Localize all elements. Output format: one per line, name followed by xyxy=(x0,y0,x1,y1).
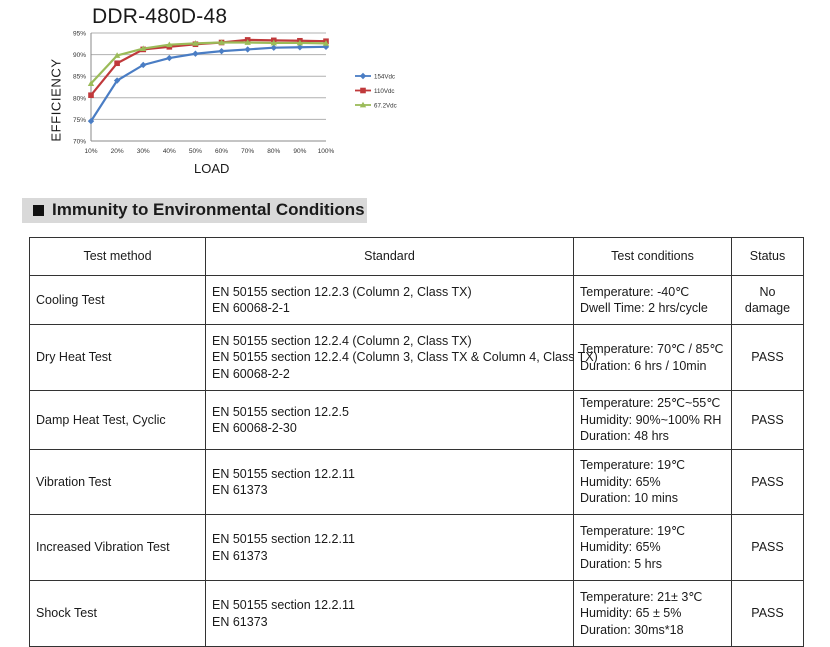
cell-standard xyxy=(206,391,574,450)
condition-line: Humidity: 65% xyxy=(580,540,661,555)
condition-line: Humidity: 65% xyxy=(580,474,661,489)
standard-line: EN 60068-2-30 xyxy=(212,421,297,435)
table-row xyxy=(30,391,804,450)
chart-title: DDR-480D-48 xyxy=(92,5,228,28)
condition-line: Temperature: 19℃ xyxy=(580,458,686,473)
x-tick-label: 50% xyxy=(188,148,202,155)
condition-line: Duration: 5 hrs xyxy=(580,556,662,571)
cell-status: PASS xyxy=(732,391,804,450)
x-tick-label: 40% xyxy=(162,148,176,155)
data-point xyxy=(271,44,277,50)
condition-line: Dwell Time: 2 hrs/cycle xyxy=(580,301,708,315)
header-status: Status xyxy=(732,238,804,276)
cell-standard xyxy=(206,450,574,515)
table-header-row xyxy=(30,238,804,276)
series-line-2 xyxy=(91,43,326,84)
header-test-method: Test method xyxy=(30,238,206,276)
data-point xyxy=(192,51,198,57)
standard-line: EN 50155 section 12.2.11 xyxy=(212,598,355,612)
cell-standard xyxy=(206,325,598,391)
standard-line: EN 50155 section 12.2.3 (Column 2, Class TX) xyxy=(212,284,472,299)
standard-line: EN 50155 section 12.2.4 (Column 2, Class TX) xyxy=(212,333,472,348)
condition-line: Duration: 10 mins xyxy=(580,491,678,506)
legend-label: 110Vdc xyxy=(374,87,395,95)
condition-line: Duration: 6 hrs / 10min xyxy=(580,358,707,373)
y-tick-label: 75% xyxy=(72,116,86,124)
standard-line: EN 50155 section 12.2.4 (Column 3, Class TX & Column 4, Class TX) xyxy=(212,350,598,365)
condition-line: Temperature: 25℃~55℃ xyxy=(580,396,721,411)
standard-line: EN 61373 xyxy=(212,614,268,629)
standard-line: EN 50155 section 12.2.11 xyxy=(212,466,355,481)
cell-test-method: Cooling Test xyxy=(30,276,206,325)
cell-status: PASS xyxy=(732,450,804,515)
cell-status: PASS xyxy=(732,581,804,647)
table-row xyxy=(30,450,804,515)
condition-line: Temperature: 21± 3℃ xyxy=(580,589,703,604)
cell-test-method: Vibration Test xyxy=(30,450,206,515)
y-tick-label: 95% xyxy=(72,30,86,38)
cell-standard xyxy=(206,581,574,647)
table-body xyxy=(30,276,804,647)
data-point xyxy=(360,73,366,79)
x-tick-label: 30% xyxy=(136,148,150,155)
cell-status: PASS xyxy=(732,515,804,581)
cell-test-conditions xyxy=(574,515,732,581)
cell-test-conditions xyxy=(574,325,732,391)
cell-test-method: Increased Vibration Test xyxy=(30,515,206,581)
cell-standard xyxy=(206,515,574,581)
standard-line: EN 60068-2-2 xyxy=(212,366,290,381)
data-point xyxy=(114,60,120,66)
header-standard: Standard xyxy=(206,238,574,276)
cell-test-conditions xyxy=(574,450,732,515)
condition-line: Temperature: 19℃ xyxy=(580,523,686,538)
legend-label: 67.2Vdc xyxy=(374,102,397,110)
standard-line: EN 60068-2-1 xyxy=(212,301,290,315)
standard-line: EN 61373 xyxy=(212,483,268,497)
x-tick-label: 100% xyxy=(317,148,335,155)
section-bullet-icon xyxy=(33,205,44,216)
x-tick-label: 70% xyxy=(241,148,255,155)
cell-test-conditions xyxy=(574,581,732,647)
data-point xyxy=(166,55,172,61)
chart-y-axis-label: EFFICIENCY xyxy=(48,58,64,142)
table-row xyxy=(30,276,804,325)
table-row xyxy=(30,515,804,581)
data-point xyxy=(88,92,94,98)
environment-test-table xyxy=(29,237,804,647)
header-test-conditions: Test conditions xyxy=(574,238,732,276)
standard-line: EN 61373 xyxy=(212,548,268,563)
x-tick-label: 90% xyxy=(293,148,307,155)
condition-line: Humidity: 90%~100% RH xyxy=(580,412,722,427)
condition-line: Temperature: 70℃ / 85℃ xyxy=(580,342,724,356)
y-tick-label: 70% xyxy=(72,138,86,146)
cell-standard xyxy=(206,276,574,325)
data-point xyxy=(360,88,366,94)
cell-status: PASS xyxy=(732,325,804,391)
y-tick-label: 85% xyxy=(72,73,86,81)
data-point xyxy=(244,46,250,52)
x-tick-label: 60% xyxy=(215,148,229,155)
legend-label: 154Vdc xyxy=(374,73,395,81)
x-tick-label: 20% xyxy=(110,148,124,155)
condition-line: Duration: 48 hrs xyxy=(580,429,669,444)
condition-line: Temperature: -40℃ xyxy=(580,284,690,299)
standard-line: EN 50155 section 12.2.5 xyxy=(212,404,349,419)
cell-test-method: Shock Test xyxy=(30,581,206,647)
section-title: Immunity to Environmental Conditions xyxy=(52,200,365,219)
cell-test-method: Dry Heat Test xyxy=(30,325,206,391)
x-tick-label: 80% xyxy=(267,148,281,155)
cell-test-conditions xyxy=(574,276,732,325)
standard-line: EN 50155 section 12.2.11 xyxy=(212,532,355,546)
y-tick-label: 90% xyxy=(72,52,86,60)
data-point xyxy=(218,48,224,54)
x-tick-label: 10% xyxy=(84,148,98,155)
cell-status: No damage xyxy=(732,276,804,325)
condition-line: Duration: 30ms*18 xyxy=(580,622,684,637)
cell-test-conditions xyxy=(574,391,732,450)
cell-test-method: Damp Heat Test, Cyclic xyxy=(30,391,206,450)
table-row xyxy=(30,581,804,647)
condition-line: Humidity: 65 ± 5% xyxy=(580,606,682,621)
table-row xyxy=(30,325,804,391)
y-tick-label: 80% xyxy=(72,95,86,103)
chart-x-axis-label: LOAD xyxy=(194,161,230,176)
